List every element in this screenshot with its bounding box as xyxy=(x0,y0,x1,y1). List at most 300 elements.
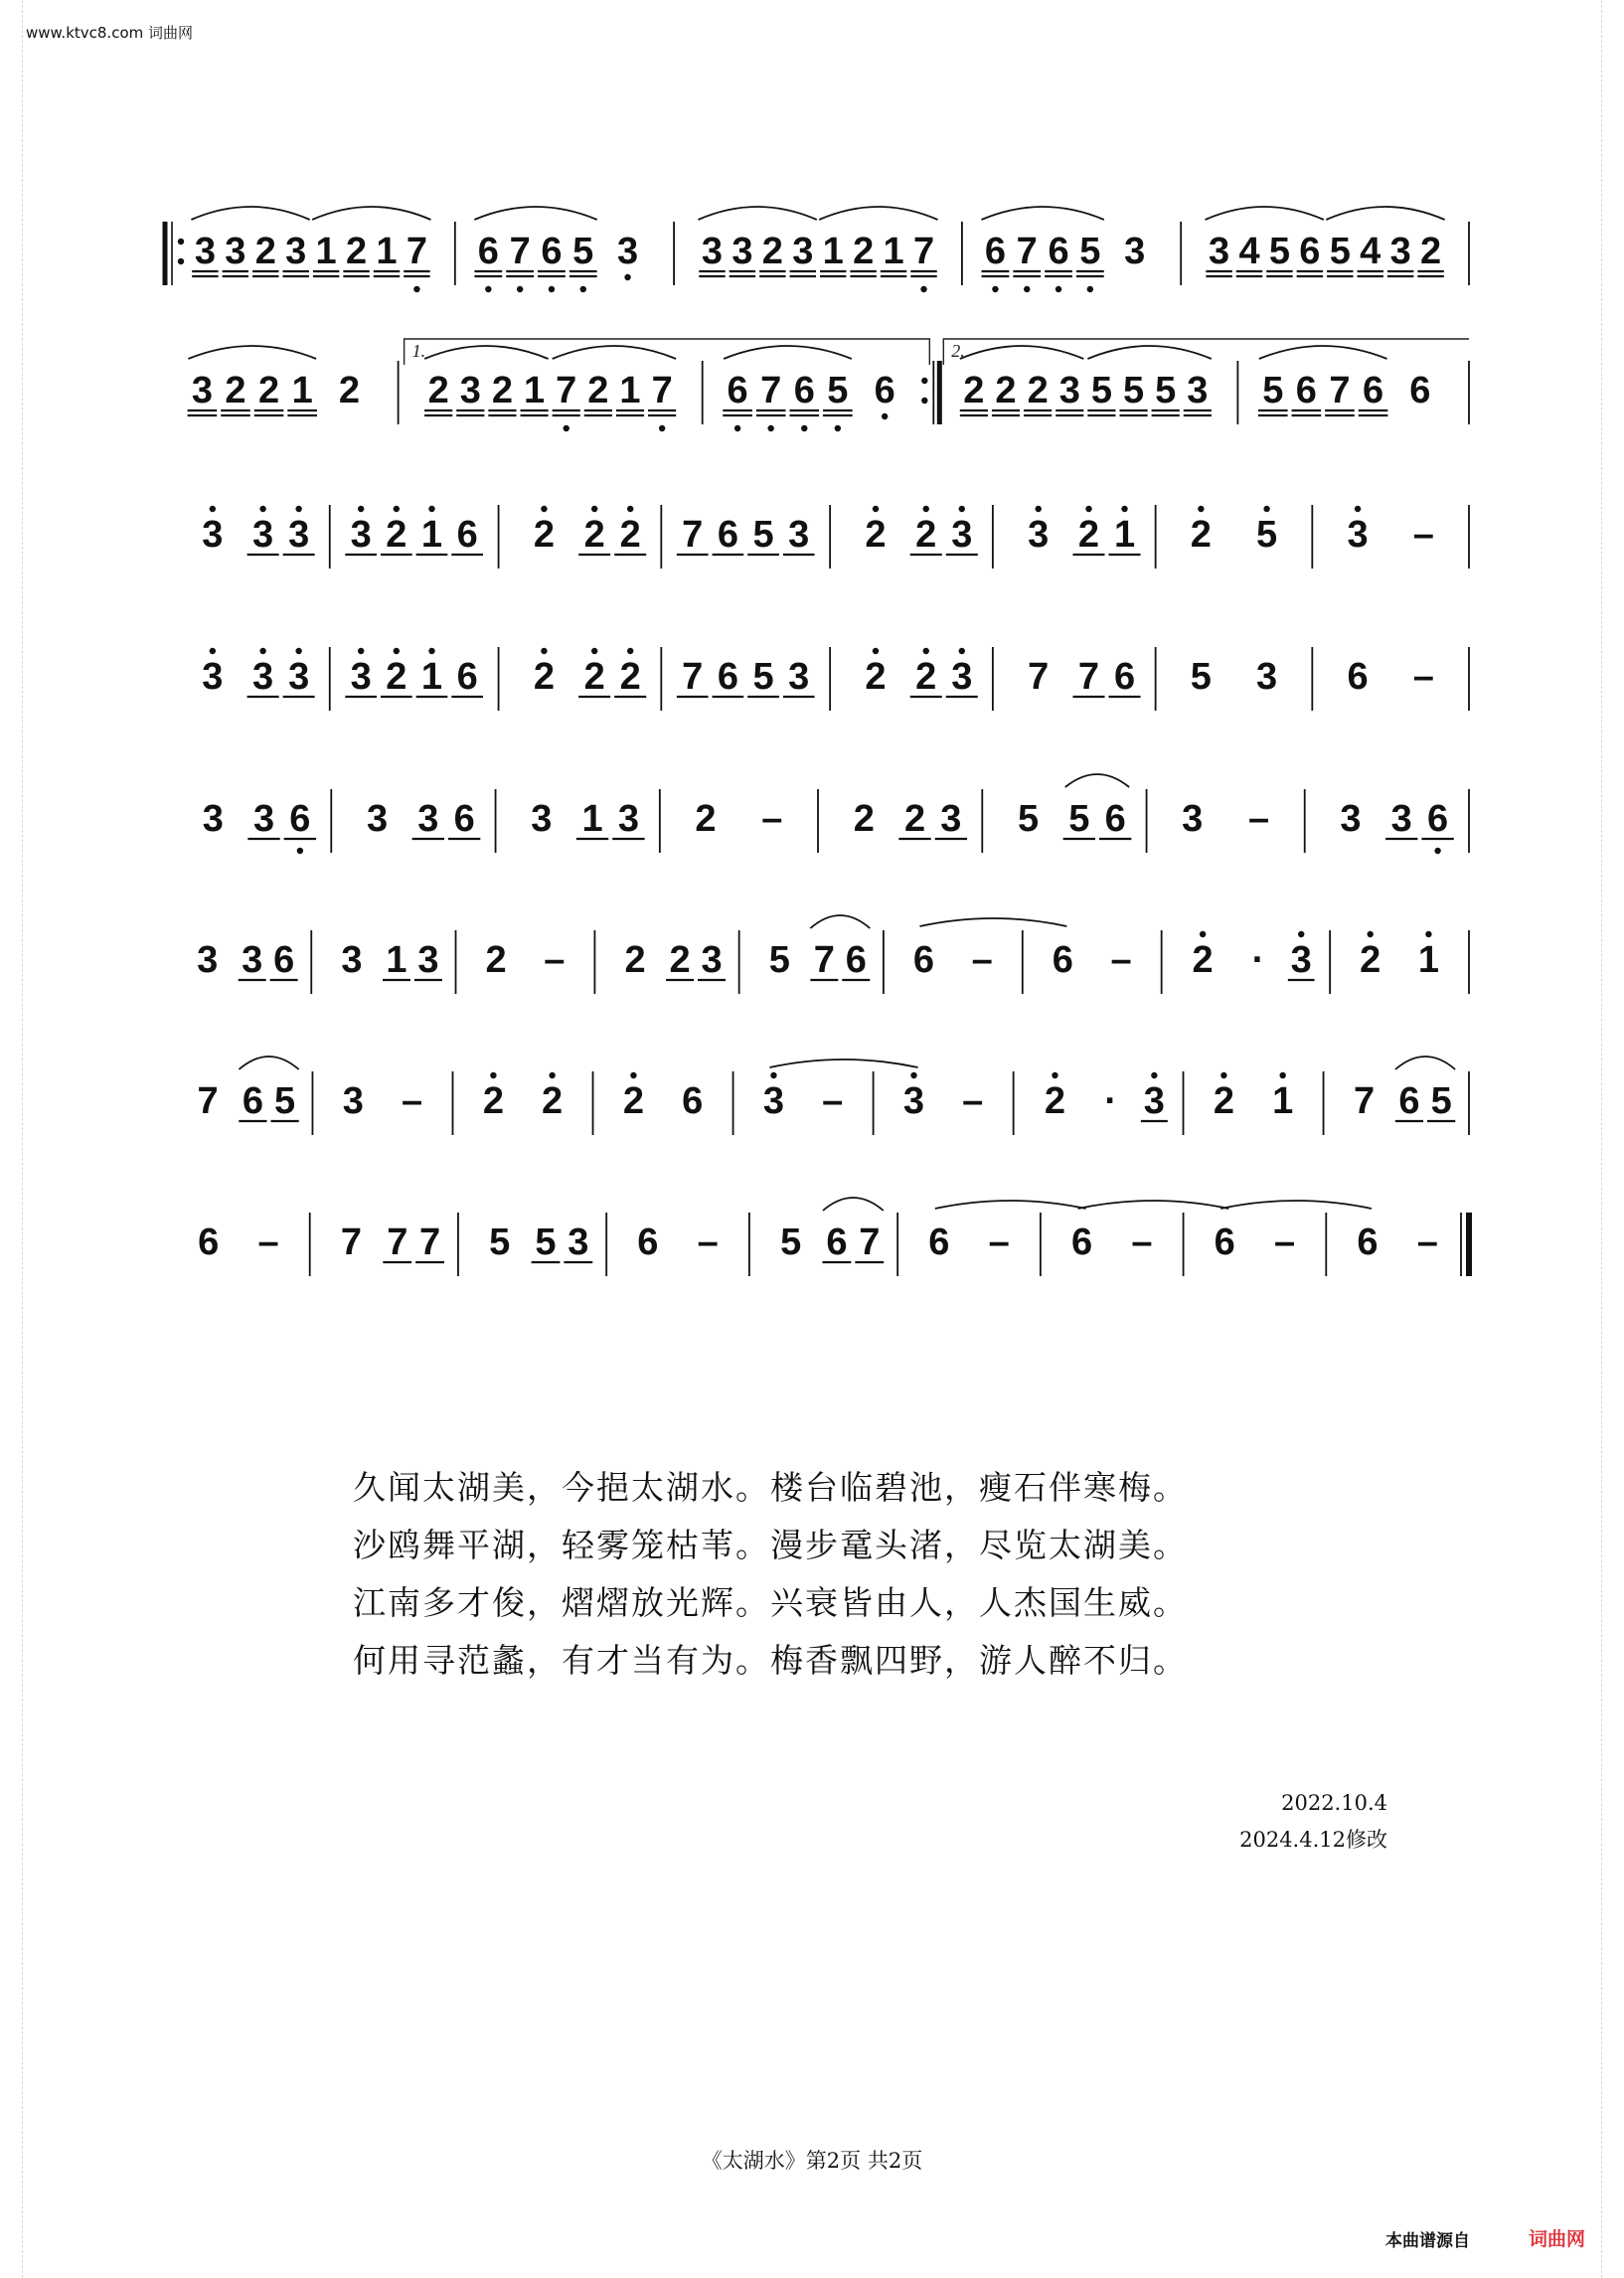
note: 7 xyxy=(682,656,704,698)
note: 1 xyxy=(376,231,398,272)
note: 7 xyxy=(419,1221,441,1263)
note: 3 xyxy=(1290,939,1312,981)
tie-arc xyxy=(1078,1201,1229,1209)
tie-arc xyxy=(935,1201,1086,1209)
slur-arc xyxy=(810,915,870,928)
note: 2 xyxy=(257,370,280,411)
note: – xyxy=(402,1080,423,1122)
note: 3 xyxy=(288,514,310,556)
low-octave-dot xyxy=(801,425,807,431)
low-octave-dot xyxy=(1434,848,1440,854)
low-octave-dot xyxy=(1024,286,1030,292)
low-octave-dot xyxy=(624,274,630,280)
note: 6 xyxy=(456,514,478,556)
note: – xyxy=(1412,656,1434,698)
slur-arc xyxy=(1087,346,1211,359)
note: 2 xyxy=(995,370,1017,411)
note: 3 xyxy=(792,231,814,272)
note: 2 xyxy=(338,370,361,411)
note: – xyxy=(1416,1221,1438,1263)
high-octave-dot xyxy=(1200,931,1206,937)
note: 4 xyxy=(1360,231,1381,272)
low-octave-dot xyxy=(517,286,523,292)
high-octave-dot xyxy=(1220,1072,1226,1078)
note: 2 xyxy=(482,1080,504,1122)
note: 3 xyxy=(616,231,639,272)
note: 3 xyxy=(191,370,213,411)
note: 3 xyxy=(202,656,224,698)
slur-arc xyxy=(1326,207,1444,220)
note: 5 xyxy=(768,939,790,981)
note: 5 xyxy=(1017,798,1040,840)
note: 3 xyxy=(1390,798,1412,840)
note: 3 xyxy=(731,231,753,272)
note: 6 xyxy=(874,370,895,411)
note: 3 xyxy=(568,1221,589,1263)
note: 7 xyxy=(1028,656,1050,698)
high-octave-dot xyxy=(591,648,597,654)
note: 7 xyxy=(651,370,673,411)
note: 6 xyxy=(717,656,738,698)
note: 1 xyxy=(619,370,641,411)
note: 1 xyxy=(1417,939,1440,981)
note: 7 xyxy=(1077,656,1100,698)
low-octave-dot xyxy=(564,425,569,431)
high-octave-dot xyxy=(428,648,434,654)
note: 1 xyxy=(524,370,546,411)
note: 5 xyxy=(274,1080,296,1122)
note: – xyxy=(544,939,566,981)
note: 1 xyxy=(315,231,337,272)
note: 7 xyxy=(387,1221,408,1263)
note: 5 xyxy=(572,231,594,272)
low-octave-dot xyxy=(882,413,888,419)
high-octave-dot xyxy=(923,506,929,512)
note: 6 xyxy=(1398,1080,1420,1122)
note: 2 xyxy=(853,798,875,840)
note: 3 xyxy=(1182,798,1204,840)
volta-bracket-1 xyxy=(405,339,930,365)
high-octave-dot xyxy=(295,506,301,512)
slur-arc xyxy=(424,346,548,359)
lyrics-block xyxy=(353,1459,1327,1690)
note: 1 xyxy=(883,231,904,272)
date-block xyxy=(1228,1785,1387,1859)
note: – xyxy=(962,1080,984,1122)
note: 6 xyxy=(912,939,935,981)
note: 6 xyxy=(456,656,478,698)
note: 7 xyxy=(682,514,704,556)
slur-arc xyxy=(819,207,937,220)
slur-arc xyxy=(960,346,1083,359)
high-octave-dot xyxy=(627,506,633,512)
high-octave-dot xyxy=(1121,506,1127,512)
note: 6 xyxy=(717,514,738,556)
note: 2 xyxy=(619,514,641,556)
note: 3 xyxy=(951,514,973,556)
page-footer: 《太湖水》第2页 共2页 xyxy=(701,2149,923,2173)
slur-arc xyxy=(474,207,596,220)
note: 2 xyxy=(915,514,937,556)
note: 3 xyxy=(350,514,372,556)
note: 2 xyxy=(1077,514,1100,556)
note: 7 xyxy=(1016,231,1038,272)
note: 1 xyxy=(291,370,313,411)
note: 5 xyxy=(1079,231,1101,272)
note: 3 xyxy=(366,798,389,840)
low-octave-dot xyxy=(1087,286,1093,292)
volta-label-2: 2. xyxy=(951,341,965,361)
note: 6 xyxy=(1357,1221,1379,1263)
note: 2 xyxy=(624,939,646,981)
note: 6 xyxy=(682,1080,704,1122)
slur-arc xyxy=(823,1198,884,1211)
high-octave-dot xyxy=(358,648,364,654)
volta-label-1: 1. xyxy=(411,341,426,361)
note: 2 xyxy=(583,514,605,556)
note: 3 xyxy=(341,939,363,981)
note: 5 xyxy=(1329,231,1351,272)
note: 3 xyxy=(1187,370,1209,411)
high-octave-dot xyxy=(959,648,965,654)
note: 6 xyxy=(1052,939,1073,981)
note: 3 xyxy=(1340,798,1362,840)
note: 2 xyxy=(963,370,985,411)
note: 5 xyxy=(1190,656,1212,698)
note: 2 xyxy=(427,370,449,411)
note: 3 xyxy=(902,1080,925,1122)
note: 1 xyxy=(822,231,844,272)
note: 1 xyxy=(1272,1080,1294,1122)
note: 2 xyxy=(1190,514,1212,556)
note: 3 xyxy=(417,939,439,981)
note: 1 xyxy=(386,939,407,981)
high-octave-dot xyxy=(1151,1072,1157,1078)
slur-arc xyxy=(239,1057,298,1069)
note: 5 xyxy=(1262,370,1284,411)
note: 2 xyxy=(1420,231,1442,272)
note: 5 xyxy=(752,656,774,698)
note: 6 xyxy=(793,370,815,411)
low-octave-dot xyxy=(767,425,773,431)
note: – xyxy=(697,1221,719,1263)
note: 1 xyxy=(420,514,443,556)
note: 6 xyxy=(1362,370,1384,411)
note: 3 xyxy=(252,798,275,840)
note: 6 xyxy=(826,1221,848,1263)
note: 2 xyxy=(761,231,783,272)
note: 6 xyxy=(845,939,867,981)
note: 3 xyxy=(202,798,224,840)
note: 2 xyxy=(915,656,937,698)
note: 3 xyxy=(350,656,372,698)
note: 7 xyxy=(912,231,935,272)
note: 7 xyxy=(760,370,782,411)
note: 3 xyxy=(225,231,246,272)
high-octave-dot xyxy=(923,648,929,654)
low-octave-dot xyxy=(734,425,740,431)
slur-arc xyxy=(312,207,430,220)
note: 6 xyxy=(289,798,311,840)
note: 4 xyxy=(1238,231,1260,272)
high-octave-dot xyxy=(1036,506,1042,512)
note: 2 xyxy=(695,798,717,840)
note: 6 xyxy=(727,370,748,411)
note: 7 xyxy=(859,1221,881,1263)
repeat-dot xyxy=(921,378,927,384)
source-label: 本曲谱源自 xyxy=(1385,2231,1470,2251)
low-octave-dot xyxy=(549,286,555,292)
note: 6 xyxy=(1113,656,1136,698)
note: 3 xyxy=(1028,514,1050,556)
note: 5 xyxy=(827,370,849,411)
note: 3 xyxy=(701,231,724,272)
note: 6 xyxy=(477,231,499,272)
high-octave-dot xyxy=(1085,506,1091,512)
note: 3 xyxy=(1389,231,1411,272)
note: 6 xyxy=(1214,1221,1235,1263)
note: 3 xyxy=(194,231,216,272)
note: 5 xyxy=(1256,514,1278,556)
high-octave-dot xyxy=(627,648,633,654)
note: 6 xyxy=(198,1221,220,1263)
note: 3 xyxy=(242,939,263,981)
slur-arc xyxy=(981,207,1103,220)
low-octave-dot xyxy=(413,286,419,292)
note: 5 xyxy=(1090,370,1112,411)
note: 2 xyxy=(386,514,407,556)
lyric-line: 沙鸥舞平湖，轻雾笼枯苇。漫步鼋头渚，尽览太湖美。 xyxy=(353,1526,1188,1564)
note: 6 xyxy=(1048,231,1069,272)
note: 5 xyxy=(1155,370,1177,411)
note: 6 xyxy=(1347,656,1369,698)
note: 2 xyxy=(485,939,507,981)
note: 3 xyxy=(617,798,640,840)
note: 6 xyxy=(984,231,1007,272)
note: 2 xyxy=(1044,1080,1066,1122)
note: – xyxy=(822,1080,844,1122)
low-octave-dot xyxy=(992,286,998,292)
note: 3 xyxy=(197,939,219,981)
note: 2 xyxy=(865,656,887,698)
note: 1 xyxy=(1113,514,1136,556)
note: 2 xyxy=(254,231,276,272)
note: 3 xyxy=(1256,656,1278,698)
note: 2 xyxy=(1027,370,1049,411)
note: – xyxy=(1412,514,1434,556)
note: 3 xyxy=(940,798,962,840)
note: 3 xyxy=(1143,1080,1165,1122)
high-octave-dot xyxy=(358,506,364,512)
note: · xyxy=(1251,939,1265,981)
note: 5 xyxy=(780,1221,802,1263)
note: 5 xyxy=(1068,798,1090,840)
slur-arc xyxy=(1206,207,1324,220)
high-octave-dot xyxy=(210,506,216,512)
high-octave-dot xyxy=(210,648,216,654)
high-octave-dot xyxy=(770,1072,776,1078)
slur-arc xyxy=(1259,346,1387,359)
note: 6 xyxy=(637,1221,659,1263)
note: 6 xyxy=(453,798,475,840)
tie-arc xyxy=(769,1059,917,1067)
note: 1 xyxy=(420,656,443,698)
slur-arc xyxy=(191,207,309,220)
note: 6 xyxy=(928,1221,950,1263)
high-octave-dot xyxy=(490,1072,496,1078)
note: 7 xyxy=(197,1080,219,1122)
note: 7 xyxy=(1329,370,1351,411)
repeat-dot xyxy=(921,398,927,404)
note: 6 xyxy=(242,1080,263,1122)
high-octave-dot xyxy=(873,506,879,512)
note: 3 xyxy=(459,370,481,411)
note: 6 xyxy=(273,939,295,981)
note: 3 xyxy=(288,656,310,698)
high-octave-dot xyxy=(630,1072,636,1078)
low-octave-dot xyxy=(297,848,303,854)
note: 3 xyxy=(788,656,810,698)
high-octave-dot xyxy=(428,506,434,512)
note: 2 xyxy=(619,656,641,698)
note: 3 xyxy=(202,514,224,556)
slur-arc xyxy=(1395,1057,1455,1069)
note: 3 xyxy=(252,656,274,698)
note: 6 xyxy=(1295,370,1317,411)
note: 3 xyxy=(1347,514,1369,556)
note: 3 xyxy=(788,514,810,556)
note: 2 xyxy=(622,1080,645,1122)
note: 3 xyxy=(285,231,307,272)
note: – xyxy=(1131,1221,1153,1263)
composition-date: 2022.10.4 xyxy=(1281,1791,1387,1815)
high-octave-dot xyxy=(259,648,265,654)
lyric-line: 何用寻范蠡，有才当有为。梅香飘四野，游人醉不归。 xyxy=(353,1641,1188,1680)
note: 6 xyxy=(1299,231,1321,272)
note: 2 xyxy=(903,798,926,840)
note: 3 xyxy=(951,656,973,698)
brand-logo: 词曲网 xyxy=(1529,2228,1586,2250)
high-octave-dot xyxy=(873,648,879,654)
note: 2 xyxy=(491,370,514,411)
note: 7 xyxy=(1353,1080,1376,1122)
high-octave-dot xyxy=(259,506,265,512)
note: 7 xyxy=(556,370,577,411)
note: 2 xyxy=(669,939,691,981)
high-octave-dot xyxy=(549,1072,555,1078)
high-octave-dot xyxy=(1052,1072,1057,1078)
lyric-line: 久闻太湖美，今挹太湖水。楼台临碧池，瘦石伴寒梅。 xyxy=(353,1468,1188,1507)
low-octave-dot xyxy=(580,286,586,292)
note: 2 xyxy=(542,1080,564,1122)
low-octave-dot xyxy=(659,425,665,431)
tie-arc xyxy=(919,918,1066,926)
slur-arc xyxy=(1065,774,1129,787)
note: 3 xyxy=(531,798,553,840)
note: 5 xyxy=(1430,1080,1452,1122)
note: 2 xyxy=(345,231,368,272)
note: 3 xyxy=(1058,370,1080,411)
note: – xyxy=(257,1221,279,1263)
note: 2 xyxy=(1192,939,1214,981)
high-octave-dot xyxy=(1367,931,1373,937)
note: – xyxy=(988,1221,1010,1263)
high-octave-dot xyxy=(541,648,547,654)
note: 7 xyxy=(813,939,835,981)
repeat-dot xyxy=(178,258,184,264)
note: 5 xyxy=(535,1221,557,1263)
high-octave-dot xyxy=(394,506,400,512)
slur-arc xyxy=(553,346,676,359)
note: 6 xyxy=(1427,798,1449,840)
note: 2 xyxy=(587,370,609,411)
note: 6 xyxy=(1409,370,1431,411)
note: 7 xyxy=(340,1221,363,1263)
note: 2 xyxy=(583,656,605,698)
high-octave-dot xyxy=(295,648,301,654)
volta-bracket-2 xyxy=(943,339,1469,365)
revision-date: 2024.4.12修改 xyxy=(1239,1828,1387,1852)
note: – xyxy=(761,798,783,840)
high-octave-dot xyxy=(541,506,547,512)
high-octave-dot xyxy=(1263,506,1269,512)
note: 6 xyxy=(1104,798,1126,840)
note: 3 xyxy=(1209,231,1230,272)
note: – xyxy=(1274,1221,1296,1263)
note: 3 xyxy=(762,1080,785,1122)
high-octave-dot xyxy=(1279,1072,1285,1078)
note: 2 xyxy=(533,514,555,556)
note: 2 xyxy=(1360,939,1381,981)
tie-arc xyxy=(1220,1201,1372,1209)
note: 3 xyxy=(1124,231,1146,272)
note: 1 xyxy=(581,798,603,840)
high-octave-dot xyxy=(959,506,965,512)
note: – xyxy=(971,939,993,981)
low-octave-dot xyxy=(485,286,491,292)
high-octave-dot xyxy=(1425,931,1431,937)
low-octave-dot xyxy=(1056,286,1061,292)
note: 3 xyxy=(417,798,439,840)
note: – xyxy=(1247,798,1270,840)
high-octave-dot xyxy=(1355,506,1361,512)
note: 5 xyxy=(1122,370,1145,411)
high-octave-dot xyxy=(910,1072,916,1078)
note: 3 xyxy=(252,514,274,556)
note: 2 xyxy=(1213,1080,1234,1122)
site-url: www.ktvc8.com 词曲网 xyxy=(26,24,194,42)
note: 6 xyxy=(1070,1221,1093,1263)
high-octave-dot xyxy=(1198,506,1204,512)
note: 5 xyxy=(489,1221,511,1263)
note: · xyxy=(1104,1080,1118,1122)
slur-arc xyxy=(698,207,816,220)
note: 3 xyxy=(342,1080,364,1122)
note: 7 xyxy=(509,231,531,272)
note: 7 xyxy=(406,231,427,272)
low-octave-dot xyxy=(920,286,926,292)
note: 2 xyxy=(853,231,875,272)
note: 6 xyxy=(541,231,563,272)
repeat-dot xyxy=(178,239,184,244)
note: – xyxy=(1110,939,1132,981)
slur-arc xyxy=(724,346,852,359)
note: 2 xyxy=(533,656,555,698)
high-octave-dot xyxy=(1298,931,1304,937)
high-octave-dot xyxy=(591,506,597,512)
note: 3 xyxy=(701,939,723,981)
note: 5 xyxy=(1268,231,1291,272)
